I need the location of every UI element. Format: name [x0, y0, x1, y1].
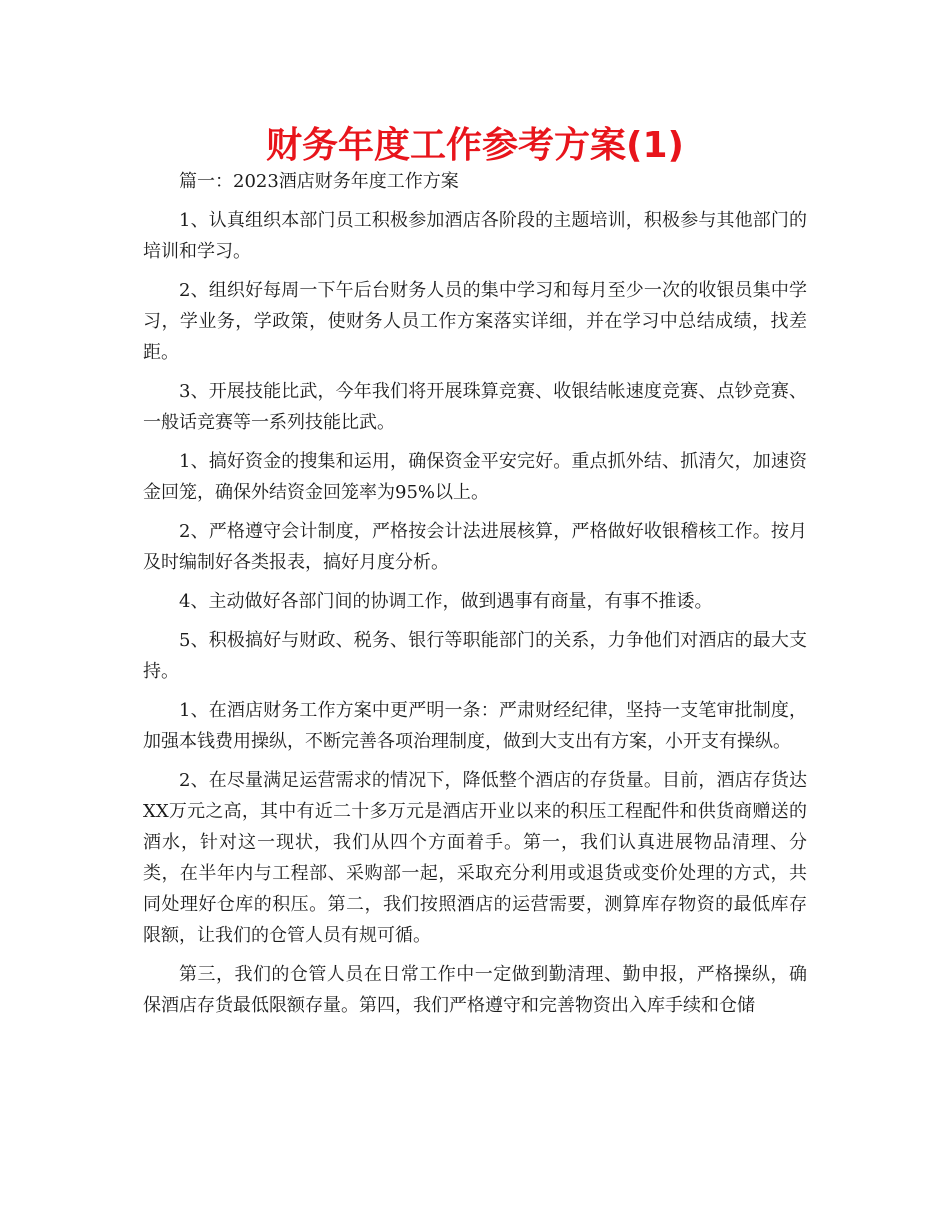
paragraph: 5、积极搞好与财政、税务、银行等职能部门的关系，力争他们对酒店的最大支持。: [143, 630, 807, 682]
paragraph: 2、严格遵守会计制度，严格按会计法进展核算，严格做好收银稽核工作。按月及时编制好各类报表，搞好月度分析。: [143, 521, 807, 573]
paragraph: 1、在酒店财务工作方案中更严明一条：严肃财经纪律，坚持一支笔审批制度，加强本钱费用操纵，不断完善各项治理制度，做到大支出有方案，小开支有操纵。: [143, 700, 807, 752]
paragraph: 第三，我们的仓管人员在日常工作中一定做到勤清理、勤申报，严格操纵，确保酒店存货最低限额存量。第四，我们严格遵守和完善物资出入库手续和仓储: [143, 964, 807, 1016]
paragraph: 2、组织好每周一下午后台财务人员的集中学习和每月至少一次的收银员集中学习，学业务，学政策，使财务人员工作方案落实详细，并在学习中总结成绩，找差距。: [143, 280, 807, 363]
document-title: 财务年度工作参考方案(1): [266, 125, 684, 166]
paragraph: 4、主动做好各部门间的协调工作，做到遇事有商量，有事不推诿。: [179, 591, 713, 612]
paragraph: 1、搞好资金的搜集和运用，确保资金平安完好。重点抓外结、抓清欠，加速资金回笼，确保外结资金回笼率为95%以上。: [143, 451, 807, 503]
paragraph: 2、在尽量满足运营需求的情况下，降低整个酒店的存货量。目前，酒店存货达XX万元之高，其中有近二十多万元是酒店开业以来的积压工程配件和供货商赠送的酒水，针对这一现状，我们从四个方面着手。第一，我们认真进展物品清理、分类，在半年内与工程部、采购部一起，采取充分利用或退货或变价处理的方式，共同处理好仓库的积压。第二，我们按照酒店的运营需要，测算库存物资的最低库存限额，让我们的仓管人员有规可循。: [143, 770, 807, 946]
paragraph: 3、开展技能比武，今年我们将开展珠算竞赛、收银结帐速度竞赛、点钞竞赛、一般话竞赛等一系列技能比武。: [143, 381, 807, 433]
paragraph: 1、认真组织本部门员工积极参加酒店各阶段的主题培训，积极参与其他部门的培训和学习。: [143, 210, 807, 262]
document-body: [143, 166, 807, 1029]
paragraph-heading: 篇一：2023酒店财务年度工作方案: [179, 171, 459, 192]
